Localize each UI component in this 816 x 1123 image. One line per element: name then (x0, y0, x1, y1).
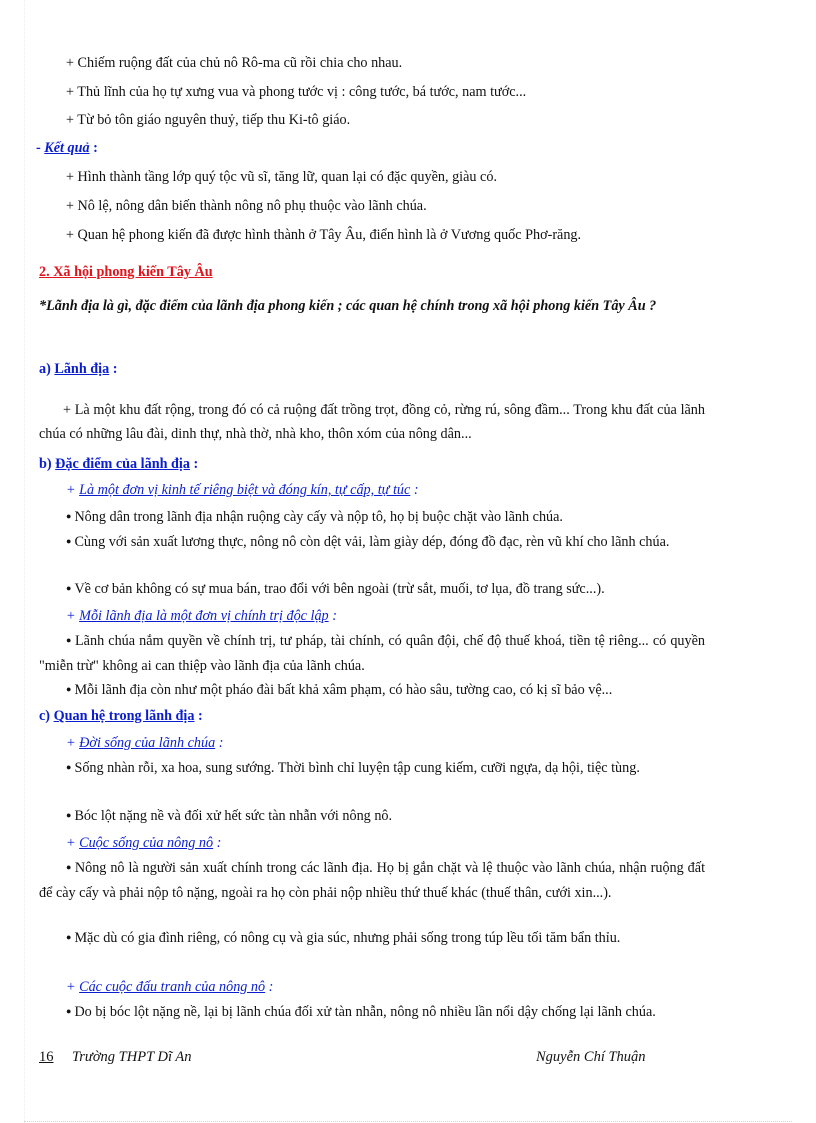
subsection-c-sub1 (66, 734, 223, 752)
subsection-c-sub3 (66, 978, 273, 996)
page-bottom-border (24, 1121, 792, 1122)
list-item-text: Cùng với sản xuất lương thực, nông nô còn dệt vải, làm giày dép, đóng đồ đạc, rèn vũ khí cho lãnh chúa. (74, 534, 670, 550)
sub-title: Đời sống của lãnh chúa (79, 735, 216, 751)
list-item (66, 681, 612, 700)
ketqua-label: Kết quả (44, 140, 90, 156)
bullet-dot-icon: ● (66, 635, 73, 645)
list-item (39, 530, 705, 555)
ketqua-bullet: + Quan hệ phong kiến đã được hình thành ở Tây Âu, điển hình là ở Vương quốc Phơ-răng. (66, 227, 582, 243)
list-item (39, 756, 705, 781)
list-item (39, 629, 705, 678)
sub-plus: + (66, 979, 80, 995)
subsection-c-colon: : (194, 708, 203, 724)
ketqua-colon: : (89, 140, 98, 156)
bullet-dot-icon: ● (66, 536, 72, 546)
bullet-dot-icon: ● (66, 932, 72, 942)
list-item (66, 807, 392, 826)
bullet-dot-icon: ● (66, 583, 72, 593)
page-margin-line (24, 0, 25, 1123)
sub-title: Là một đơn vị kinh tế riêng biệt và đóng kín, tự cấp, tự túc (79, 482, 411, 498)
list-item (66, 508, 563, 527)
intro-bullet: + Từ bỏ tôn giáo nguyên thuỷ, tiếp thu Ki-tô giáo. (66, 112, 351, 128)
list-item-text: Nông nô là người sản xuất chính trong các lãnh địa. Họ bị gắn chặt và lệ thuộc vào lãnh chúa, nhận ruộng đất để cày cấy và phải nộp tô nặng, ngoài ra họ còn phải nộp nhiều thứ thuế khác (thuế thân, cưới xin...). (39, 860, 706, 901)
sub-colon: : (215, 735, 224, 751)
bullet-dot-icon: ● (66, 1006, 72, 1016)
subsection-b-sub1 (66, 481, 419, 499)
bullet-dot-icon: ● (66, 862, 72, 872)
sub-title: Cuộc sống của nông nô (79, 835, 214, 851)
ketqua-bullet: + Hình thành tầng lớp quý tộc vũ sĩ, tăng lữ, quan lại có đặc quyền, giàu có. (66, 169, 497, 185)
ketqua-heading (36, 139, 98, 157)
list-item (39, 926, 705, 951)
list-item (39, 1000, 705, 1025)
subsection-a-heading (39, 360, 117, 378)
bullet-dot-icon: ● (66, 511, 72, 521)
footer-school: Trường THPT Dĩ An (72, 1049, 192, 1065)
list-item-text: Do bị bóc lột nặng nề, lại bị lãnh chúa đối xử tàn nhẫn, nông nô nhiều lần nổi dậy chống lại lãnh chúa. (74, 1004, 656, 1020)
subsection-a-prefix: a) (39, 361, 55, 377)
list-item-text: Mỗi lãnh địa còn như một pháo đài bất khả xâm phạm, có hào sâu, tường cao, có kị sĩ bảo vệ... (74, 682, 613, 698)
subsection-b-title: Đặc điểm của lãnh địa (55, 456, 190, 472)
list-item-text: Về cơ bản không có sự mua bán, trao đổi với bên ngoài (trừ sắt, muối, tơ lụa, đồ trang sức...). (74, 581, 605, 597)
subsection-b-sub2 (66, 607, 337, 625)
section-question: *Lãnh địa là gì, đặc điểm của lãnh địa phong kiến ; các quan hệ chính trong xã hội phong kiến Tây Âu ? (39, 298, 657, 314)
sub-colon: : (213, 835, 222, 851)
sub-colon: : (328, 608, 337, 624)
subsection-c-sub2 (66, 834, 221, 852)
intro-bullet: + Thủ lĩnh của họ tự xưng vua và phong tước vị : công tước, bá tước, nam tước... (66, 84, 527, 100)
subsection-a-colon: : (109, 361, 118, 377)
sub-title: Các cuộc đấu tranh của nông nô (79, 979, 266, 995)
subsection-a-text: + Là một khu đất rộng, trong đó có cả ruộng đất trồng trọt, đồng cỏ, rừng rú, sông đầm... Trong khu đất của lãnh chúa có những lâu đài, dinh thự, nhà thờ, nhà kho, thôn xóm của nông dân... (39, 402, 705, 442)
subsection-b-prefix: b) (39, 456, 56, 472)
list-item (66, 580, 605, 599)
list-item-text: Lãnh chúa nắm quyền về chính trị, tư pháp, tài chính, có quân đội, chế độ thuế khoá, tiền tệ riêng... có quyền "miễn trừ" không ai can thiệp vào lãnh địa của lãnh chúa. (39, 633, 706, 674)
sub-plus: + (66, 835, 80, 851)
subsection-b-colon: : (189, 456, 199, 472)
list-item-text: Bóc lột nặng nề và đối xử hết sức tàn nhẫn với nông nô. (74, 808, 393, 824)
ketqua-bullet: + Nô lệ, nông dân biến thành nông nô phụ thuộc vào lãnh chúa. (66, 198, 427, 214)
sub-colon: : (265, 979, 274, 995)
subsection-b-heading (39, 455, 198, 473)
list-item-text: Mặc dù có gia đình riêng, có nông cụ và gia súc, nhưng phải sống trong túp lều tối tăm bẩn thỉu. (74, 930, 621, 946)
section-title: 2. Xã hội phong kiến Tây Âu (39, 264, 213, 280)
footer-author: Nguyễn Chí Thuận (536, 1049, 646, 1065)
sub-colon: : (410, 482, 419, 498)
bullet-dot-icon: ● (66, 810, 72, 820)
ketqua-dash: - (36, 140, 45, 156)
subsection-c-heading (39, 707, 203, 725)
list-item-text: Sống nhàn rỗi, xa hoa, sung sướng. Thời bình chỉ luyện tập cung kiếm, cưỡi ngựa, dạ hội, tiệc tùng. (74, 760, 640, 776)
sub-title: Mỗi lãnh địa là một đơn vị chính trị độc lập (79, 608, 329, 624)
list-item-text: Nông dân trong lãnh địa nhận ruộng cày cấy và nộp tô, họ bị buộc chặt vào lãnh chúa. (74, 509, 563, 525)
sub-plus: + (66, 735, 80, 751)
subsection-a-title: Lãnh địa (54, 361, 110, 377)
sub-plus: + (66, 482, 80, 498)
bullet-dot-icon: ● (66, 762, 72, 772)
sub-plus: + (66, 608, 80, 624)
subsection-c-title: Quan hệ trong lãnh địa (53, 708, 195, 724)
page-number: 16 (39, 1049, 54, 1065)
subsection-c-prefix: c) (39, 708, 54, 724)
intro-bullet: + Chiếm ruộng đất của chủ nô Rô-ma cũ rồi chia cho nhau. (66, 55, 403, 71)
bullet-dot-icon: ● (66, 684, 72, 694)
list-item (39, 856, 705, 905)
